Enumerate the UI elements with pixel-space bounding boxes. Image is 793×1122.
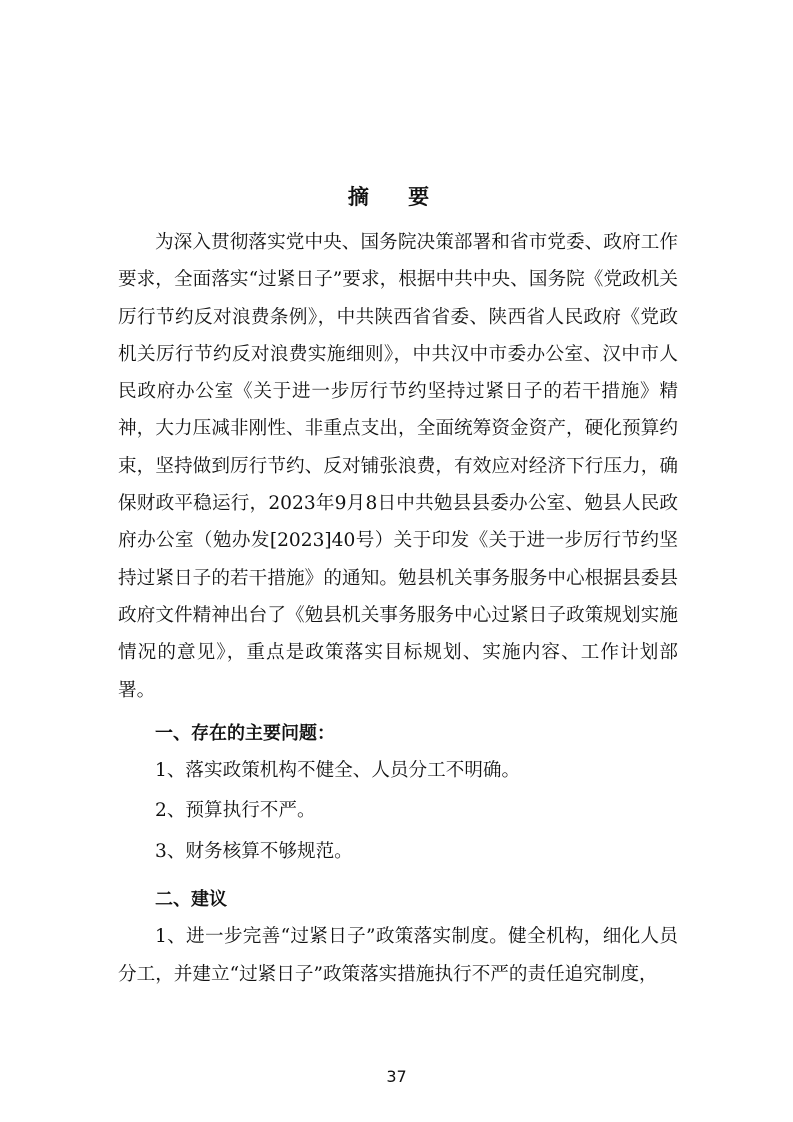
document-body [118,224,678,993]
problem-item-3: 3、财务核算不够规范。 [155,840,353,862]
suggestion-paragraph: 1、进一步完善“过紧日子”政策落实制度。健全机构，细化人员分工，并建立“过紧日子”政策落实措施执行不严的责任追究制度， [118,926,678,985]
section-heading-problems: 一、存在的主要问题： [155,722,335,744]
section-heading-suggestions: 二、建议 [155,889,227,911]
problem-item-1: 1、落实政策机构不健全、人员分工不明确。 [155,760,521,782]
page-title: 摘 要 [347,185,446,209]
problem-item-2: 2、预算执行不严。 [155,800,316,822]
intro-paragraph: 为深入贯彻落实党中央、国务院决策部署和省市党委、政府工作要求，全面落实“过紧日子”要求，根据中共中央、国务院《党政机关厉行节约反对浪费条例》，中共陕西省省委、陕西省人民政府《党政机关厉行节约反对浪费实施细则》，中共汉中市委办公室、汉中市人民政府办公室《关于进一步厉行节约坚持过紧日子的若干措施》精神，大力压减非刚性、非重点支出，全面统筹资金资产，硬化预算约束，坚持做到厉行节约、反对铺张浪费，有效应对经济下行压力，确保财政平稳运行，2023年9月8日中共勉县县委办公室、勉县人民政府办公室（勉办发[2023]40号）关于印发《关于进一步厉行节约坚持过紧日子的若干措施》的通知。勉县机关事务服务中心根据县委县政府文件精神出台了《勉县机关事务服务中心过紧日子政策规划实施情况的意见》，重点是政策落实目标规划、实施内容、工作计划部署。 [118,232,678,701]
page-number: 37 [386,1067,407,1086]
